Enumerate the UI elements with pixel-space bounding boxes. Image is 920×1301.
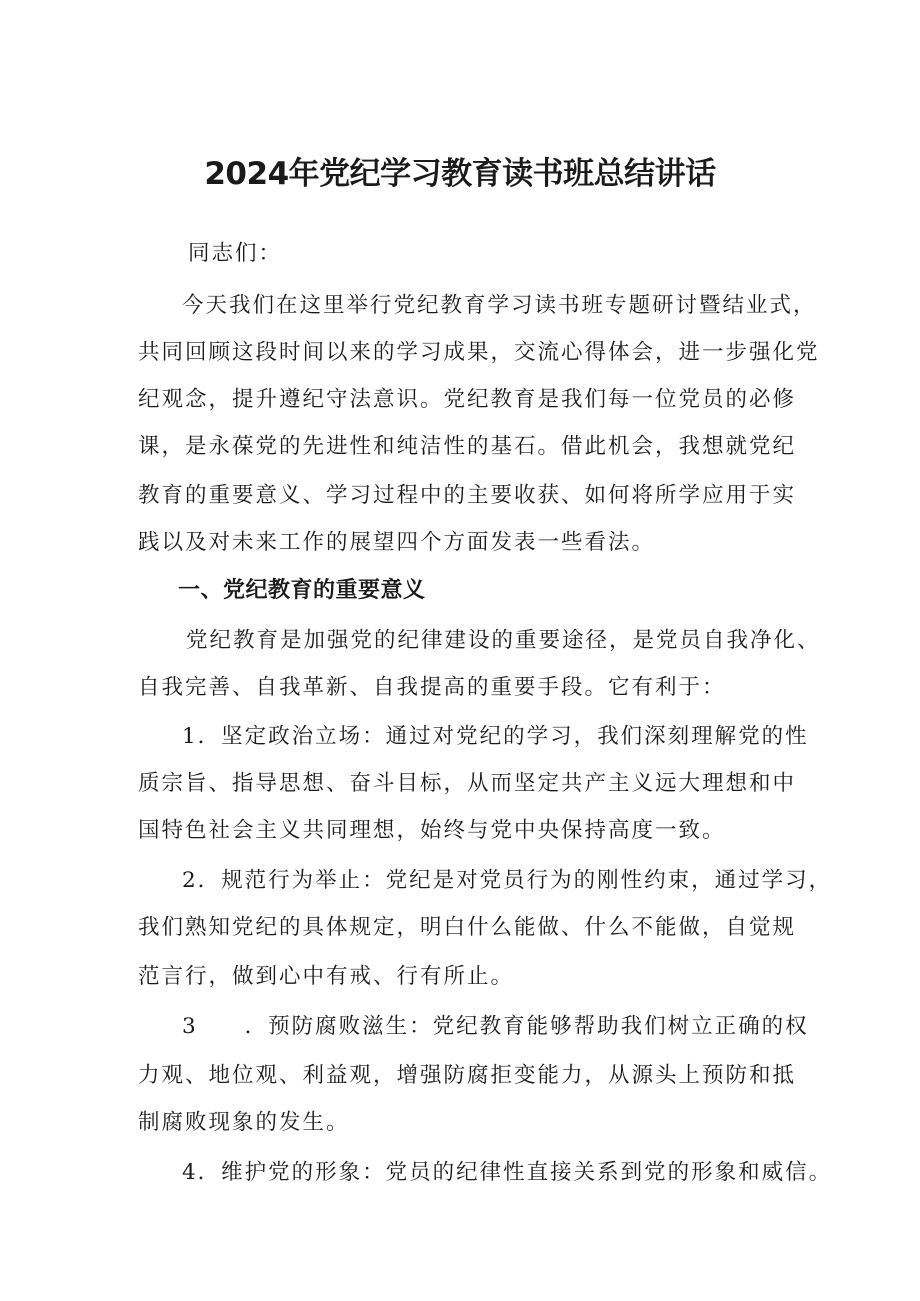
section-1-para-line-1: 党纪教育是加强党的纪律建设的重要途径，是党员自我净化、: [186, 628, 821, 653]
item-3-line-2: 力观、地位观、利益观，增强防腐拒变能力，从源头上预防和抵: [138, 1063, 797, 1088]
intro-line-3: 纪观念，提升遵纪守法意识。党纪教育是我们每一位党员的必修: [138, 387, 797, 412]
section-1-heading: 一、党纪教育的重要意义: [178, 578, 426, 603]
item-2-line-1: 2．规范行为举止：党纪是对党员行为的刚性约束，通过学习，: [182, 868, 833, 893]
item-2-line-3: 范言行，做到心中有戒、行有所止。: [138, 964, 515, 989]
intro-line-5: 教育的重要意义、学习过程中的主要收获、如何将所学应用于实: [138, 483, 797, 508]
item-3-line-3: 制腐败现象的发生。: [138, 1110, 350, 1135]
item-1-line-2: 质宗旨、指导思想、奋斗目标，从而坚定共产主义远大理想和中: [138, 771, 797, 796]
item-1-line-3: 国特色社会主义共同理想，始终与党中央保持高度一致。: [138, 818, 726, 843]
intro-line-2: 共同回顾这段时间以来的学习成果，交流心得体会，进一步强化党: [138, 340, 820, 365]
item-4-line-1: 4．维护党的形象：党员的纪律性直接关系到党的形象和威信。: [182, 1160, 833, 1185]
item-1-line-1: 1．坚定政治立场：通过对党纪的学习，我们深刻理解党的性: [182, 724, 809, 749]
intro-line-4: 课，是永葆党的先进性和纯洁性的基石。借此机会，我想就党纪: [138, 434, 797, 459]
intro-line-6: 践以及对未来工作的展望四个方面发表一些看法。: [138, 530, 656, 555]
intro-line-1: 今天我们在这里举行党纪教育学习读书班专题研讨暨结业式，: [182, 293, 817, 318]
item-3-line-1: 3 ．预防腐败滋生：党纪教育能够帮助我们树立正确的权: [182, 1014, 809, 1039]
item-2-line-2: 我们熟知党纪的具体规定，明白什么能做、什么不能做，自觉规: [138, 915, 797, 940]
section-1-para-line-2: 自我完善、自我革新、自我提高的重要手段。它有利于：: [138, 675, 726, 700]
document-title: 2024年党纪学习教育读书班总结讲话: [204, 156, 716, 192]
greeting: 同志们：: [188, 241, 283, 266]
